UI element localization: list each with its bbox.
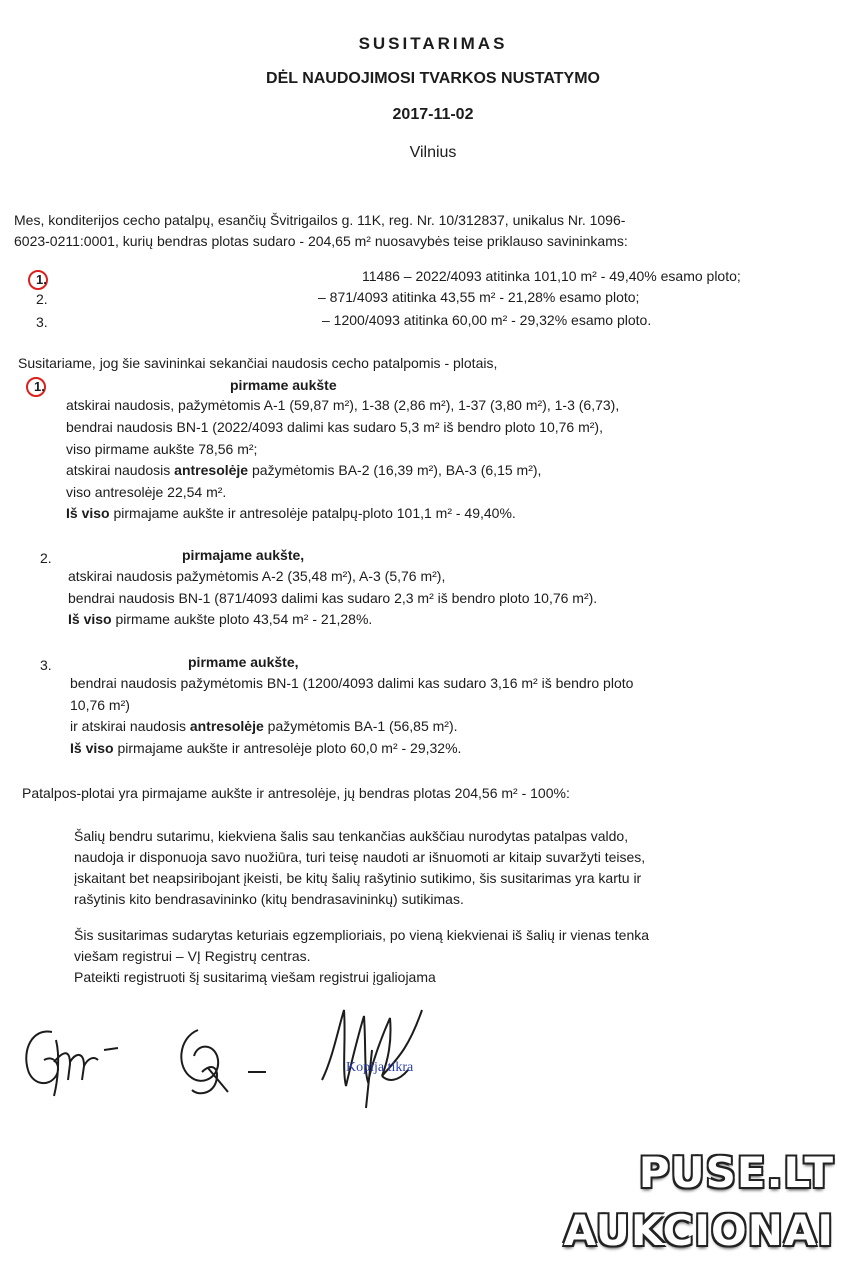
section-2-line-2: bendrai naudosis BN-1 (871/4093 dalimi kas sudaro 2,3 m² iš bendro ploto 10,76 m²). (68, 590, 598, 606)
copy-certified-stamp: Kopija tikra (346, 1060, 414, 1075)
section-1-total (66, 503, 516, 524)
section-2-total (68, 609, 372, 630)
paragraph-2-line-2: viešam registrui – VĮ Registrų centras. (74, 948, 311, 964)
section-3-line-2: 10,76 m²) (70, 697, 130, 713)
paragraph-1-line-4: rašytinis kito bendrasavininko (kitų bendrasavininkų) sutikimas. (74, 891, 464, 907)
paragraph-1-line-1: Šalių bendru sutarimu, kiekviena šalis sau tenkančias aukščiau nurodytas patalpas valdo, (74, 828, 629, 844)
section-1-line-1: atskirai naudosis, pažymėtomis A-1 (59,87 m²), 1-38 (2,86 m²), 1-37 (3,80 m²), 1-3 (6,73), (66, 397, 620, 413)
owner-2-number: 2. (36, 291, 48, 307)
owner-3-share: – 1200/4093 atitinka 60,00 m² - 29,32% esamo ploto. (322, 312, 652, 328)
section-3-line-1: bendrai naudosis pažymėtomis BN-1 (1200/4093 dalimi kas sudaro 3,16 m² iš bendro ploto (70, 675, 634, 691)
signature-3 (312, 990, 452, 1110)
red-circle-mark-2 (26, 377, 46, 397)
text-fragment: pirmajame aukšte ir antresolėje ploto 60,0 m² - 29,32%. (113, 740, 462, 756)
section-2-line-1: atskirai naudosis pažymėtomis A-2 (35,48 m²), A-3 (5,76 m²), (68, 568, 446, 584)
section-1-line-2: bendrai naudosis BN-1 (2022/4093 dalimi kas sudaro 5,3 m² iš bendro ploto 10,76 m²), (66, 419, 603, 435)
text-fragment: pirmajame aukšte ir antresolėje patalpų-ploto 101,1 m² - 49,40%. (109, 505, 516, 521)
text-fragment: pirmame aukšte ploto 43,54 m² - 21,28%. (111, 611, 373, 627)
owner-3-number: 3. (36, 314, 48, 330)
section-3-total (70, 738, 461, 759)
bold-fragment: Iš viso (70, 740, 114, 756)
document-city: Vilnius (409, 144, 457, 161)
text-fragment: pažymėtomis BA-1 (56,85 m²). (263, 718, 458, 734)
text-fragment: atskirai naudosis (66, 462, 175, 478)
section-2-number: 2. (40, 550, 52, 566)
section-1-line-5: viso antresolėje 22,54 m². (66, 484, 227, 500)
premises-total-line: Patalpos-plotai yra pirmajame aukšte ir antresolėje, jų bendras plotas 204,56 m² - 100%: (22, 785, 570, 801)
bold-fragment: antresolėje (174, 462, 249, 478)
bold-fragment: Iš viso (66, 505, 110, 521)
text-fragment: pažymėtomis BA-2 (16,39 m²), BA-3 (6,15 m²), (248, 462, 542, 478)
watermark-line-2: AUKCIONAI (563, 1206, 834, 1255)
paragraph-2-line-3: Pateikti registruoti šį susitarimą viešam registrui įgaliojama (74, 969, 436, 985)
section-3-number: 3. (40, 657, 52, 673)
section-1-line-3: viso pirmame aukšte 78,56 m²; (66, 441, 258, 457)
text-fragment: ir atskirai naudosis (70, 718, 190, 734)
section-1-heading: pirmame aukšte (230, 377, 337, 393)
section-3-line-3 (70, 716, 458, 737)
owner-1-share: 11486 – 2022/4093 atitinka 101,10 m² - 49,40% esamo ploto; (362, 268, 741, 284)
intro-line-1: Mes, konditerijos cecho patalpų, esančių Švitrigailos g. 11K, reg. Nr. 10/312837, unikalus Nr. 1096- (14, 212, 626, 228)
section-2-heading: pirmajame aukšte, (182, 547, 305, 563)
signature-1 (14, 1010, 124, 1100)
document-subtitle: DĖL NAUDOJIMOSI TVARKOS NUSTATYMO (266, 70, 600, 87)
section-1-number: 1. (34, 379, 45, 394)
watermark-line-1: PUSE.LT (638, 1148, 834, 1197)
section-1-line-4 (66, 460, 541, 481)
paragraph-2-line-1: Šis susitarimas sudarytas keturiais egzemplioriais, po vieną kiekvienai iš šalių ir vienas tenka (74, 927, 650, 943)
signature-2 (168, 1012, 278, 1102)
owner-2-share: – 871/4093 atitinka 43,55 m² - 21,28% esamo ploto; (318, 289, 640, 305)
bold-fragment: antresolėje (189, 718, 264, 734)
owner-1-number: 1. (36, 272, 47, 287)
paragraph-1-line-2: naudoja ir disponuoja savo nuožiūra, turi teisę naudoti ar išnuomoti ar kitaip suvaržyti teises, (74, 849, 646, 865)
paragraph-1-line-3: įskaitant bet neapsiribojant įkeisti, be kitų šalių rašytinio sutikimo, šis susitarimas yra kartu ir (74, 870, 642, 886)
red-circle-mark-1 (28, 270, 48, 290)
document-date: 2017-11-02 (392, 106, 474, 123)
agreement-line: Susitariame, jog šie savininkai sekančiai naudosis cecho patalpomis - plotais, (18, 355, 498, 371)
intro-line-2: 6023-0211:0001, kurių bendras plotas sudaro - 204,65 m² nuosavybės teise priklauso savininkams: (14, 233, 628, 249)
document-title: SUSITARIMAS (358, 34, 508, 53)
section-3-heading: pirmame aukšte, (188, 654, 299, 670)
bold-fragment: Iš viso (68, 611, 112, 627)
